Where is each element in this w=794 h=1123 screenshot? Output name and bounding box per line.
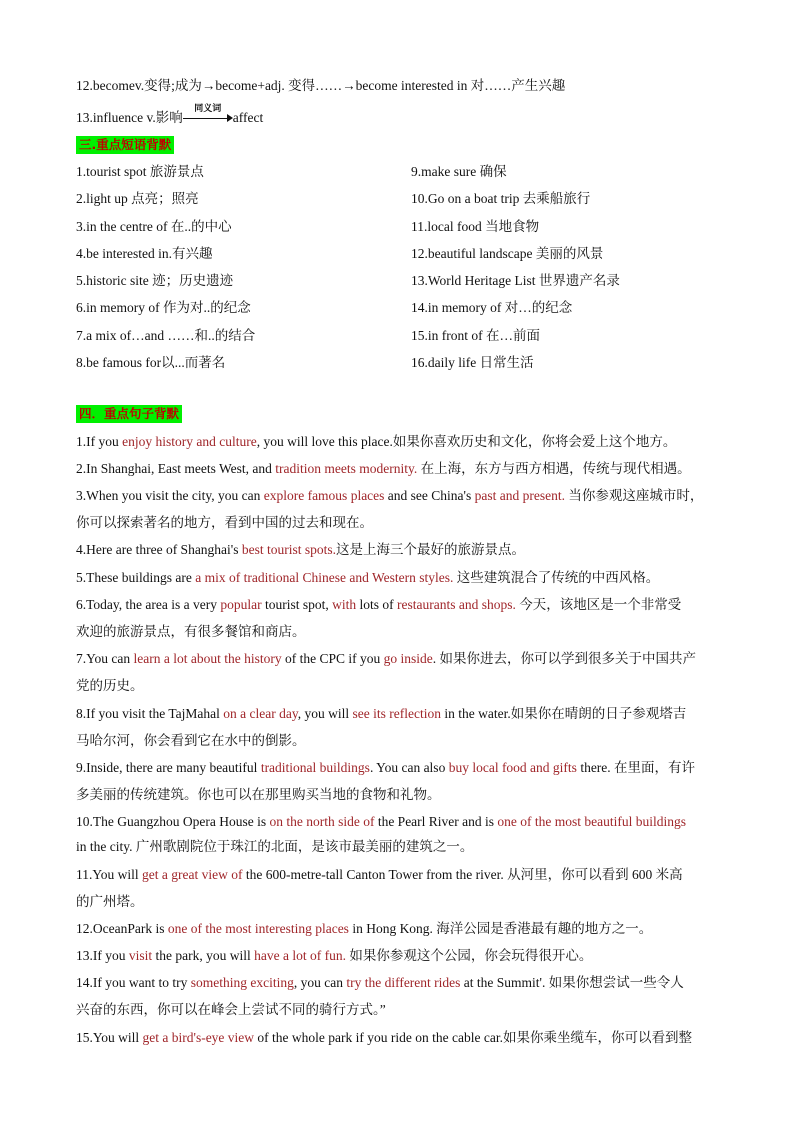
sentence-14: 14.If you want to try something exciting, you can try the different rides at the Summit'. 如果你想尝试一些令人 xyxy=(76,975,684,990)
phrase-item: 14.in memory of 对…的纪念 xyxy=(411,300,573,315)
phrase-item: 11.local food 当地食物 xyxy=(411,219,540,234)
phrase-item: 15.in front of 在…前面 xyxy=(411,328,540,343)
phrase-item: 8.be famous for以...而著名 xyxy=(76,355,226,370)
phrase-item: 7.a mix of…and ……和..的结合 xyxy=(76,328,256,343)
vocab-13-word: 13.influence v.影响 xyxy=(76,110,183,125)
phrase-item: 3.in the centre of 在..的中心 xyxy=(76,219,232,234)
vocab-item-12: 12.becomev.变得;成为→become+adj. 变得……→become interested in 对……产生兴趣 xyxy=(76,78,566,93)
sentence-10: 10.The Guangzhou Opera House is on the north side of the Pearl River and is one of the most beautiful buildings xyxy=(76,814,687,829)
sentence-5: 5.These buildings are a mix of traditional Chinese and Western styles. 这些建筑混合了传统的中西风格。 xyxy=(76,570,660,585)
sentence-15: 15.You will get a bird's-eye view of the whole park if you ride on the cable car.如果你乘坐缆车，你可以看到整 xyxy=(76,1030,692,1045)
sentence-4: 4.Here are three of Shanghai's best tourist spots.这是上海三个最好的旅游景点。 xyxy=(76,542,526,557)
phrase-item: 16.daily life 日常生活 xyxy=(411,355,534,370)
sentence-8: 8.If you visit the TajMahal on a clear day, you will see its reflection in the water.如果你在晴朗的日子参观塔吉 xyxy=(76,706,687,721)
phrase-item: 10.Go on a boat trip 去乘船旅行 xyxy=(411,191,591,206)
synonym-arrow xyxy=(183,104,233,127)
sentence-10-cont: in the city. 广州歌剧院位于珠江的北面，是该市最美丽的建筑之一。 xyxy=(76,839,474,854)
sentence-9-cont: 多美丽的传统建筑。你也可以在那里购买当地的食物和礼物。 xyxy=(76,787,441,802)
sentence-11-cont: 的广州塔。 xyxy=(76,894,144,909)
sentence-6: 6.Today, the area is a very popular tourist spot, with lots of restaurants and shops. 今天，该地区是一个非常受 xyxy=(76,597,682,612)
phrase-item: 12.beautiful landscape 美丽的风景 xyxy=(411,246,604,261)
phrase-item: 6.in memory of 作为对..的纪念 xyxy=(76,300,251,315)
sentence-3-cont: 你可以探索著名的地方，看到中国的过去和现在。 xyxy=(76,515,373,530)
sentence-6-cont: 欢迎的旅游景点，有很多餐馆和商店。 xyxy=(76,624,306,639)
sentence-12: 12.OceanPark is one of the most interesting places in Hong Kong. 海洋公园是香港最有趣的地方之一。 xyxy=(76,921,653,936)
synonym-label: 同义词 xyxy=(194,104,222,114)
sentence-11: 11.You will get a great view of the 600-metre-tall Canton Tower from the river. 从河里，你可以看到 600 米高 xyxy=(76,867,683,882)
sentence-14-cont: 兴奋的东西，你可以在峰会上尝试不同的骑行方式。” xyxy=(76,1002,386,1017)
vocab-item-13 xyxy=(76,104,264,127)
section-3-heading: 三.重点短语背默 xyxy=(76,136,174,154)
sentence-7-cont: 党的历史。 xyxy=(76,678,144,693)
sentence-1: 1.If you enjoy history and culture, you will love this place.如果你喜欢历史和文化，你将会爱上这个地方。 xyxy=(76,434,677,449)
sentence-7: 7.You can learn a lot about the history of the CPC if you go inside. 如果你进去，你可以学到很多关于中国共产 xyxy=(76,651,696,666)
phrase-item: 13.World Heritage List 世界遗产名录 xyxy=(411,273,620,288)
phrase-item: 9.make sure 确保 xyxy=(411,164,507,179)
phrase-item: 4.be interested in.有兴趣 xyxy=(76,246,213,261)
sentence-8-cont: 马哈尔河，你会看到它在水中的倒影。 xyxy=(76,733,306,748)
vocab-13-synonym: affect xyxy=(232,110,264,125)
sentence-13: 13.If you visit the park, you will have a lot of fun. 如果你参观这个公园，你会玩得很开心。 xyxy=(76,948,593,963)
phrase-item: 2.light up 点亮；照亮 xyxy=(76,191,199,206)
sentence-9: 9.Inside, there are many beautiful traditional buildings. You can also buy local food and gifts there. 在里面，有许 xyxy=(76,760,696,775)
phrase-item: 1.tourist spot 旅游景点 xyxy=(76,164,204,179)
sentence-3: 3.When you visit the city, you can explore famous places and see China's past and present. 当你参观这座城市时， xyxy=(76,488,704,503)
sentence-2: 2.In Shanghai, East meets West, and tradition meets modernity. 在上海，东方与西方相遇，传统与现代相遇。 xyxy=(76,461,691,476)
arrow-head-icon xyxy=(227,114,233,122)
section-4-heading: 四．重点句子背默 xyxy=(76,405,182,423)
phrase-item: 5.historic site 迹；历史遗迹 xyxy=(76,273,234,288)
